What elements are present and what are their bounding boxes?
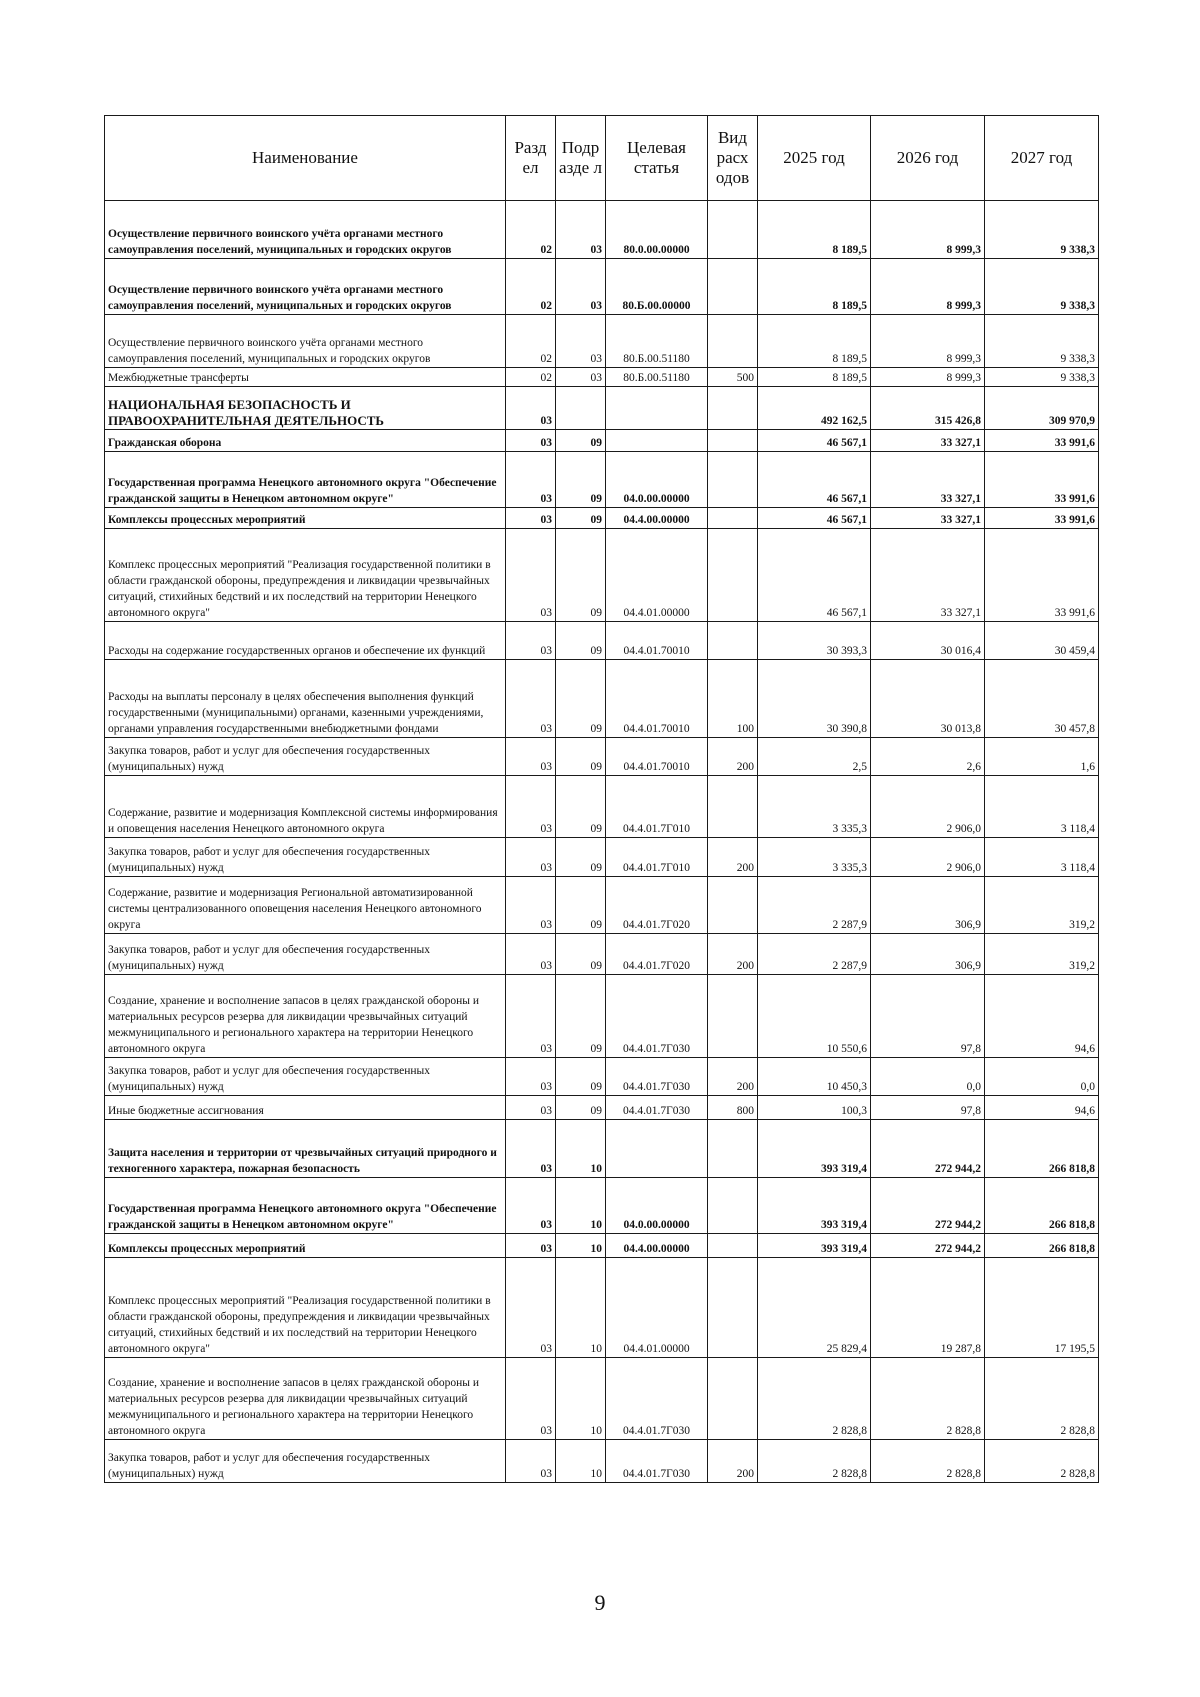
row-vid-rashodov <box>708 622 758 660</box>
row-razdel: 02 <box>506 201 556 259</box>
row-podrazdel: 09 <box>556 934 606 975</box>
table-row <box>105 1234 1099 1258</box>
row-value-2026: 97,8 <box>871 1096 985 1120</box>
row-value-2026: 2 828,8 <box>871 1358 985 1440</box>
header-year-2025: 2025 год <box>758 116 871 201</box>
table-row <box>105 529 1099 622</box>
row-razdel: 03 <box>506 1058 556 1096</box>
row-podrazdel: 09 <box>556 975 606 1058</box>
row-value-2027: 2 828,8 <box>985 1440 1099 1483</box>
row-razdel: 03 <box>506 1178 556 1234</box>
row-value-2025: 2,5 <box>758 738 871 776</box>
row-celevaya-statya: 04.0.00.00000 <box>606 452 708 508</box>
row-celevaya-statya <box>606 1120 708 1178</box>
table-row <box>105 1120 1099 1178</box>
row-value-2027: 3 118,4 <box>985 838 1099 877</box>
row-celevaya-statya: 04.4.01.70010 <box>606 738 708 776</box>
row-podrazdel: 10 <box>556 1440 606 1483</box>
row-razdel: 03 <box>506 1120 556 1178</box>
row-value-2026: 306,9 <box>871 934 985 975</box>
row-podrazdel: 10 <box>556 1120 606 1178</box>
table-row <box>105 1096 1099 1120</box>
row-value-2026: 272 944,2 <box>871 1234 985 1258</box>
row-celevaya-statya: 04.4.01.7Г030 <box>606 975 708 1058</box>
row-celevaya-statya: 04.4.01.00000 <box>606 1258 708 1358</box>
row-podrazdel: 09 <box>556 738 606 776</box>
row-celevaya-statya: 04.4.01.7Г030 <box>606 1058 708 1096</box>
row-celevaya-statya: 04.4.01.70010 <box>606 622 708 660</box>
row-razdel: 02 <box>506 259 556 315</box>
row-podrazdel: 10 <box>556 1258 606 1358</box>
row-value-2025: 30 390,8 <box>758 660 871 738</box>
row-value-2027: 33 991,6 <box>985 452 1099 508</box>
row-razdel: 03 <box>506 660 556 738</box>
row-value-2026: 33 327,1 <box>871 529 985 622</box>
row-vid-rashodov <box>708 975 758 1058</box>
row-value-2025: 46 567,1 <box>758 529 871 622</box>
header-vid-rashodov: Вид расх одов <box>708 116 758 201</box>
row-vid-rashodov: 200 <box>708 1440 758 1483</box>
row-value-2025: 393 319,4 <box>758 1178 871 1234</box>
row-celevaya-statya: 04.4.01.7Г020 <box>606 877 708 934</box>
row-name: Расходы на выплаты персоналу в целях обеспечения выполнения функций государственными (муниципальными) органами, казенными учреждениями, органами управления государственными внебюджетными фондами <box>105 660 506 738</box>
row-name: Создание, хранение и восполнение запасов в целях гражданской обороны и материальных ресурсов резерва для ликвидации чрезвычайных ситуаций межмуниципального и регионального характера на территории Ненецкого автономного округа <box>105 975 506 1058</box>
row-podrazdel: 09 <box>556 776 606 838</box>
row-value-2025: 2 287,9 <box>758 877 871 934</box>
row-vid-rashodov: 200 <box>708 738 758 776</box>
row-value-2025: 8 189,5 <box>758 259 871 315</box>
row-value-2027: 33 991,6 <box>985 529 1099 622</box>
row-value-2027: 30 459,4 <box>985 622 1099 660</box>
row-razdel: 03 <box>506 1258 556 1358</box>
row-value-2025: 393 319,4 <box>758 1120 871 1178</box>
row-name: НАЦИОНАЛЬНАЯ БЕЗОПАСНОСТЬ И ПРАВООХРАНИТЕЛЬНАЯ ДЕЯТЕЛЬНОСТЬ <box>105 387 506 430</box>
table-row <box>105 1258 1099 1358</box>
table-row <box>105 368 1099 387</box>
row-vid-rashodov: 200 <box>708 934 758 975</box>
row-name: Государственная программа Ненецкого автономного округа "Обеспечение гражданской защиты в Ненецком автономном округе" <box>105 1178 506 1234</box>
row-vid-rashodov: 200 <box>708 1058 758 1096</box>
row-name: Осуществление первичного воинского учёта органами местного самоуправления поселений, муниципальных и городских округов <box>105 315 506 368</box>
row-value-2027: 319,2 <box>985 877 1099 934</box>
row-value-2025: 10 450,3 <box>758 1058 871 1096</box>
row-celevaya-statya: 04.4.01.7Г030 <box>606 1440 708 1483</box>
header-celevaya-statya: Целевая статья <box>606 116 708 201</box>
row-value-2027: 33 991,6 <box>985 508 1099 529</box>
table-row <box>105 1058 1099 1096</box>
row-vid-rashodov <box>708 387 758 430</box>
row-value-2025: 25 829,4 <box>758 1258 871 1358</box>
row-value-2027: 319,2 <box>985 934 1099 975</box>
table-row <box>105 259 1099 315</box>
row-value-2026: 97,8 <box>871 975 985 1058</box>
table-row <box>105 387 1099 430</box>
table-row <box>105 315 1099 368</box>
budget-table <box>104 115 1099 1483</box>
row-value-2027: 9 338,3 <box>985 368 1099 387</box>
row-vid-rashodov <box>708 201 758 259</box>
row-celevaya-statya: 04.4.01.7Г010 <box>606 838 708 877</box>
table-row <box>105 877 1099 934</box>
row-vid-rashodov <box>708 1358 758 1440</box>
row-value-2025: 2 287,9 <box>758 934 871 975</box>
row-name: Комплекс процессных мероприятий "Реализация государственной политики в области гражданской обороны, предупреждения и ликвидации чрезвычайных ситуаций, стихийных бедствий и их последствий на территории Ненецкого автономного округа" <box>105 1258 506 1358</box>
row-value-2026: 33 327,1 <box>871 452 985 508</box>
header-podrazdel: Подр азде л <box>556 116 606 201</box>
row-value-2027: 9 338,3 <box>985 315 1099 368</box>
row-razdel: 03 <box>506 838 556 877</box>
row-value-2026: 0,0 <box>871 1058 985 1096</box>
row-value-2027: 309 970,9 <box>985 387 1099 430</box>
row-value-2027: 266 818,8 <box>985 1234 1099 1258</box>
row-vid-rashodov: 200 <box>708 838 758 877</box>
table-row <box>105 1358 1099 1440</box>
row-celevaya-statya <box>606 430 708 452</box>
row-podrazdel: 09 <box>556 529 606 622</box>
row-name: Защита населения и территории от чрезвычайных ситуаций природного и техногенного характера, пожарная безопасность <box>105 1120 506 1178</box>
table-row <box>105 838 1099 877</box>
row-celevaya-statya: 04.4.01.00000 <box>606 529 708 622</box>
row-razdel: 03 <box>506 1096 556 1120</box>
row-razdel: 03 <box>506 934 556 975</box>
row-podrazdel: 09 <box>556 452 606 508</box>
row-value-2026: 2 828,8 <box>871 1440 985 1483</box>
row-vid-rashodov: 800 <box>708 1096 758 1120</box>
row-vid-rashodov <box>708 259 758 315</box>
row-value-2025: 46 567,1 <box>758 430 871 452</box>
row-razdel: 03 <box>506 387 556 430</box>
row-value-2026: 33 327,1 <box>871 508 985 529</box>
row-razdel: 03 <box>506 508 556 529</box>
header-name: Наименование <box>105 116 506 201</box>
row-value-2027: 33 991,6 <box>985 430 1099 452</box>
row-value-2026: 30 016,4 <box>871 622 985 660</box>
row-podrazdel: 03 <box>556 368 606 387</box>
row-podrazdel: 09 <box>556 877 606 934</box>
row-vid-rashodov <box>708 776 758 838</box>
row-podrazdel: 03 <box>556 201 606 259</box>
row-podrazdel: 09 <box>556 1096 606 1120</box>
row-celevaya-statya: 04.4.01.70010 <box>606 660 708 738</box>
row-podrazdel: 09 <box>556 508 606 529</box>
row-value-2025: 3 335,3 <box>758 776 871 838</box>
row-razdel: 03 <box>506 975 556 1058</box>
row-name: Расходы на содержание государственных органов и обеспечение их функций <box>105 622 506 660</box>
row-value-2026: 272 944,2 <box>871 1120 985 1178</box>
table-row <box>105 934 1099 975</box>
row-celevaya-statya: 04.4.00.00000 <box>606 1234 708 1258</box>
row-value-2025: 492 162,5 <box>758 387 871 430</box>
row-value-2025: 8 189,5 <box>758 315 871 368</box>
row-vid-rashodov <box>708 529 758 622</box>
row-vid-rashodov <box>708 1234 758 1258</box>
row-value-2025: 46 567,1 <box>758 452 871 508</box>
row-name: Комплексы процессных мероприятий <box>105 1234 506 1258</box>
row-value-2025: 393 319,4 <box>758 1234 871 1258</box>
row-vid-rashodov <box>708 508 758 529</box>
row-vid-rashodov <box>708 877 758 934</box>
row-razdel: 03 <box>506 877 556 934</box>
row-vid-rashodov <box>708 315 758 368</box>
table-row <box>105 660 1099 738</box>
row-celevaya-statya: 04.4.01.7Г020 <box>606 934 708 975</box>
row-value-2027: 2 828,8 <box>985 1358 1099 1440</box>
row-value-2027: 9 338,3 <box>985 259 1099 315</box>
row-celevaya-statya: 80.0.00.00000 <box>606 201 708 259</box>
row-name: Комплексы процессных мероприятий <box>105 508 506 529</box>
row-podrazdel: 03 <box>556 259 606 315</box>
row-value-2025: 100,3 <box>758 1096 871 1120</box>
row-value-2026: 8 999,3 <box>871 315 985 368</box>
row-celevaya-statya: 80.Б.00.00000 <box>606 259 708 315</box>
row-razdel: 03 <box>506 452 556 508</box>
row-value-2026: 2 906,0 <box>871 776 985 838</box>
row-name: Осуществление первичного воинского учёта органами местного самоуправления поселений, муниципальных и городских округов <box>105 259 506 315</box>
row-razdel: 03 <box>506 622 556 660</box>
row-name: Комплекс процессных мероприятий "Реализация государственной политики в области гражданской обороны, предупреждения и ликвидации чрезвычайных ситуаций, стихийных бедствий и их последствий на территории Ненецкого автономного округа" <box>105 529 506 622</box>
row-value-2027: 266 818,8 <box>985 1120 1099 1178</box>
row-value-2027: 94,6 <box>985 1096 1099 1120</box>
row-vid-rashodov: 100 <box>708 660 758 738</box>
row-celevaya-statya <box>606 387 708 430</box>
header-razdel: Разд ел <box>506 116 556 201</box>
row-vid-rashodov <box>708 1178 758 1234</box>
row-name: Закупка товаров, работ и услуг для обеспечения государственных (муниципальных) нужд <box>105 1058 506 1096</box>
row-vid-rashodov <box>708 1258 758 1358</box>
row-value-2025: 30 393,3 <box>758 622 871 660</box>
row-podrazdel: 09 <box>556 660 606 738</box>
row-razdel: 03 <box>506 738 556 776</box>
row-podrazdel <box>556 387 606 430</box>
row-podrazdel: 09 <box>556 430 606 452</box>
row-value-2025: 2 828,8 <box>758 1358 871 1440</box>
row-value-2026: 8 999,3 <box>871 368 985 387</box>
row-razdel: 02 <box>506 368 556 387</box>
row-vid-rashodov <box>708 430 758 452</box>
row-value-2025: 3 335,3 <box>758 838 871 877</box>
row-vid-rashodov <box>708 452 758 508</box>
row-name: Межбюджетные трансферты <box>105 368 506 387</box>
row-value-2025: 2 828,8 <box>758 1440 871 1483</box>
row-value-2027: 1,6 <box>985 738 1099 776</box>
row-name: Содержание, развитие и модернизация Комплексной системы информирования и оповещения населения Ненецкого автономного округа <box>105 776 506 838</box>
row-value-2026: 8 999,3 <box>871 201 985 259</box>
row-name: Государственная программа Ненецкого автономного округа "Обеспечение гражданской защиты в Ненецком автономном округе" <box>105 452 506 508</box>
row-value-2027: 3 118,4 <box>985 776 1099 838</box>
row-value-2026: 2,6 <box>871 738 985 776</box>
row-value-2025: 8 189,5 <box>758 201 871 259</box>
row-vid-rashodov: 500 <box>708 368 758 387</box>
header-year-2027: 2027 год <box>985 116 1099 201</box>
row-celevaya-statya: 80.Б.00.51180 <box>606 368 708 387</box>
table-header-row <box>105 116 1099 201</box>
table-row <box>105 1178 1099 1234</box>
table-row <box>105 1440 1099 1483</box>
row-celevaya-statya: 04.4.01.7Г010 <box>606 776 708 838</box>
row-name: Иные бюджетные ассигнования <box>105 1096 506 1120</box>
row-name: Закупка товаров, работ и услуг для обеспечения государственных (муниципальных) нужд <box>105 1440 506 1483</box>
row-razdel: 03 <box>506 776 556 838</box>
table-row <box>105 776 1099 838</box>
row-podrazdel: 10 <box>556 1234 606 1258</box>
row-name: Гражданская оборона <box>105 430 506 452</box>
header-year-2026: 2026 год <box>871 116 985 201</box>
row-podrazdel: 03 <box>556 315 606 368</box>
row-razdel: 03 <box>506 1358 556 1440</box>
table-row <box>105 508 1099 529</box>
row-value-2026: 8 999,3 <box>871 259 985 315</box>
table-row <box>105 430 1099 452</box>
row-value-2025: 10 550,6 <box>758 975 871 1058</box>
row-value-2027: 0,0 <box>985 1058 1099 1096</box>
page-number: 9 <box>594 1590 606 1615</box>
row-value-2027: 266 818,8 <box>985 1178 1099 1234</box>
row-name: Закупка товаров, работ и услуг для обеспечения государственных (муниципальных) нужд <box>105 738 506 776</box>
row-name: Закупка товаров, работ и услуг для обеспечения государственных (муниципальных) нужд <box>105 838 506 877</box>
row-razdel: 03 <box>506 430 556 452</box>
row-celevaya-statya: 04.4.01.7Г030 <box>606 1096 708 1120</box>
row-value-2026: 30 013,8 <box>871 660 985 738</box>
row-value-2027: 30 457,8 <box>985 660 1099 738</box>
row-value-2026: 315 426,8 <box>871 387 985 430</box>
row-value-2026: 2 906,0 <box>871 838 985 877</box>
row-celevaya-statya: 04.0.00.00000 <box>606 1178 708 1234</box>
row-name: Осуществление первичного воинского учёта органами местного самоуправления поселений, муниципальных и городских округов <box>105 201 506 259</box>
row-name: Содержание, развитие и модернизация Региональной автоматизированной системы централизованного оповещения населения Ненецкого автономного округа <box>105 877 506 934</box>
row-podrazdel: 10 <box>556 1358 606 1440</box>
row-value-2025: 8 189,5 <box>758 368 871 387</box>
row-value-2026: 19 287,8 <box>871 1258 985 1358</box>
table-body <box>105 201 1099 1483</box>
row-podrazdel: 09 <box>556 622 606 660</box>
row-celevaya-statya: 80.Б.00.51180 <box>606 315 708 368</box>
table-row <box>105 975 1099 1058</box>
row-value-2026: 306,9 <box>871 877 985 934</box>
row-celevaya-statya: 04.4.01.7Г030 <box>606 1358 708 1440</box>
row-value-2027: 9 338,3 <box>985 201 1099 259</box>
table-row <box>105 201 1099 259</box>
row-razdel: 03 <box>506 1234 556 1258</box>
row-razdel: 02 <box>506 315 556 368</box>
row-name: Создание, хранение и восполнение запасов в целях гражданской обороны и материальных ресурсов резерва для ликвидации чрезвычайных ситуаций межмуниципального и регионального характера на территории Ненецкого автономного округа <box>105 1358 506 1440</box>
row-podrazdel: 09 <box>556 1058 606 1096</box>
row-value-2027: 94,6 <box>985 975 1099 1058</box>
row-value-2026: 272 944,2 <box>871 1178 985 1234</box>
table-row <box>105 738 1099 776</box>
table-row <box>105 622 1099 660</box>
row-name: Закупка товаров, работ и услуг для обеспечения государственных (муниципальных) нужд <box>105 934 506 975</box>
row-razdel: 03 <box>506 1440 556 1483</box>
row-podrazdel: 09 <box>556 838 606 877</box>
row-value-2026: 33 327,1 <box>871 430 985 452</box>
row-vid-rashodov <box>708 1120 758 1178</box>
row-podrazdel: 10 <box>556 1178 606 1234</box>
row-celevaya-statya: 04.4.00.00000 <box>606 508 708 529</box>
row-razdel: 03 <box>506 529 556 622</box>
table-row <box>105 452 1099 508</box>
row-value-2027: 17 195,5 <box>985 1258 1099 1358</box>
row-value-2025: 46 567,1 <box>758 508 871 529</box>
